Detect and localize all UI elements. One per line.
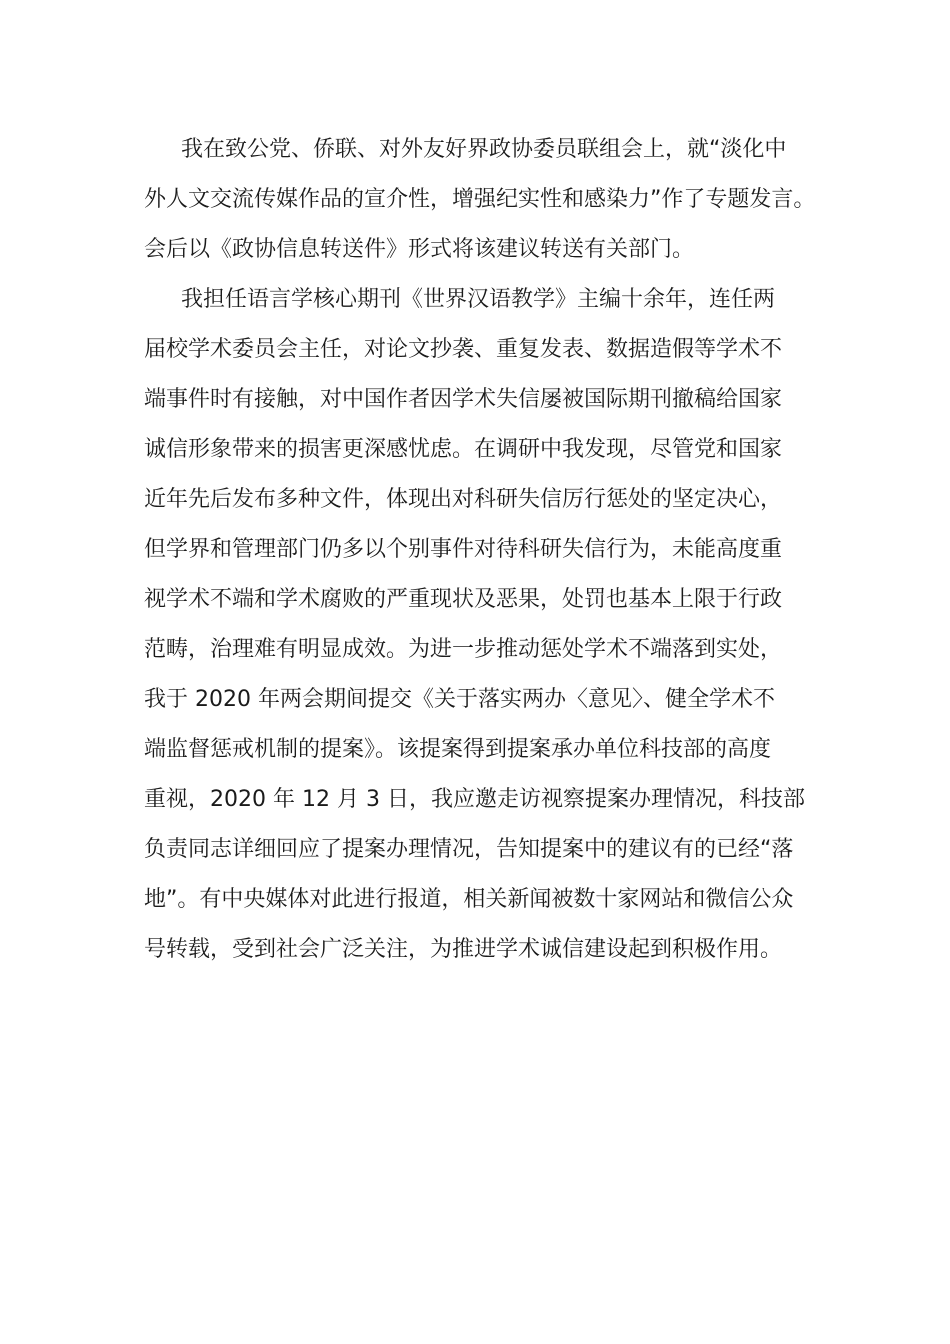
text-line: 近年先后发布多种文件，体现出对科研失信厉行惩处的坚定决心， [144,487,783,512]
text-line: 届校学术委员会主任，对论文抄袭、重复发表、数据造假等学术不 [144,337,783,362]
text-line: 范畴，治理难有明显成效。为进一步推动惩处学术不端落到实处， [144,637,783,662]
text-line: 地”。有中央媒体对此进行报道，相关新闻被数十家网站和微信公众 [144,887,794,912]
text-line: 重视，2020 年 12 月 3 日，我应邀走访视察提案办理情况，科技部 [144,787,805,812]
text-line: 但学界和管理部门仍多以个别事件对待科研失信行为，未能高度重 [144,537,783,562]
text-line: 我在致公党、侨联、对外友好界政协委员联组会上，就“淡化中 [181,137,787,162]
paragraph-2 [144,275,834,975]
text-line: 会后以《政协信息转送件》形式将该建议转送有关部门。 [144,237,695,262]
text-line: 号转载，受到社会广泛关注，为推进学术诚信建设起到积极作用。 [144,937,783,962]
text-line: 我于 2020 年两会期间提交《关于落实两办〈意见〉、健全学术不 [144,687,775,712]
text-line: 视学术不端和学术腐败的严重现状及恶果，处罚也基本上限于行政 [144,587,783,612]
text-line: 端事件时有接触，对中国作者因学术失信屡被国际期刊撤稿给国家 [144,387,783,412]
text-line: 外人文交流传媒作品的宣介性，增强纪实性和感染力”作了专题发言。 [144,187,816,212]
paragraph-1 [144,125,834,275]
text-line: 我担任语言学核心期刊《世界汉语教学》主编十余年，连任两 [181,287,776,312]
text-line: 负责同志详细回应了提案办理情况，告知提案中的建议有的已经“落 [144,837,794,862]
body-text [144,125,834,975]
text-line: 端监督惩戒机制的提案》。该提案得到提案承办单位科技部的高度 [144,737,772,762]
text-line: 诚信形象带来的损害更深感忧虑。在调研中我发现，尽管党和国家 [144,437,783,462]
